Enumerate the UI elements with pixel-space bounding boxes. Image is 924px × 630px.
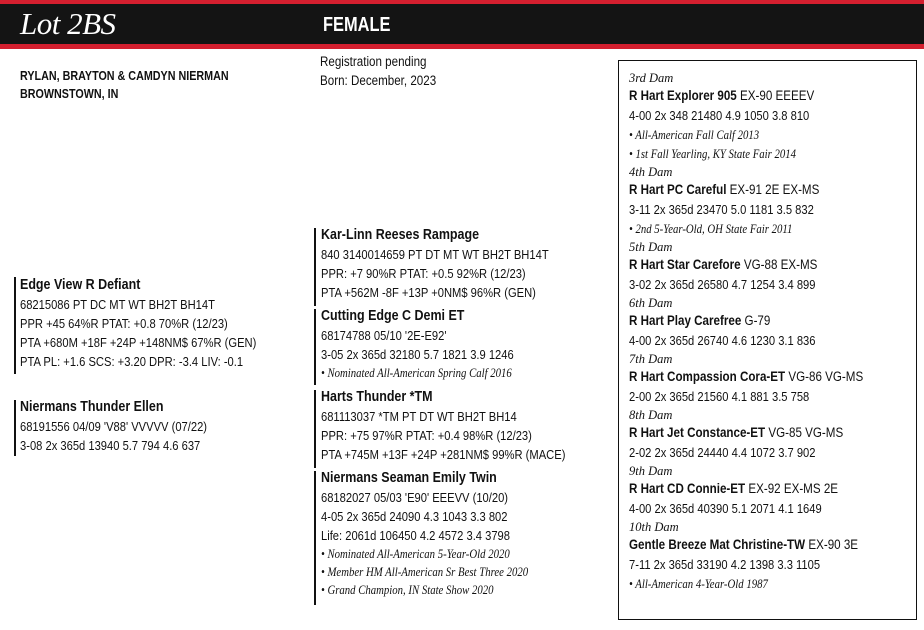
- ancestor-dam-name-text: R Hart CD Connie-ET: [629, 481, 746, 496]
- dam-sire-name: Harts Thunder *TM: [321, 389, 433, 405]
- header-banner: [0, 4, 924, 44]
- dam-generation-label: 6th Dam: [629, 296, 673, 310]
- consignor: [20, 67, 263, 103]
- sire: [20, 275, 295, 371]
- ancestor-dam-note: • 2nd 5-Year-Old, OH State Fair 2011: [629, 222, 793, 236]
- sire-dam-name: Cutting Edge C Demi ET: [321, 308, 465, 324]
- dam-sire-info-line: PTA +745M +13F +24P +281NM$ 99%R (MACE): [321, 447, 566, 462]
- sire-info-line: PPR +45 64%R PTAT: +0.8 70%R (12/23): [20, 316, 228, 331]
- dam-generation-label: 4th Dam: [629, 165, 673, 179]
- dam-sire-info-line: 681113037 *TM PT DT WT BH2T BH14: [321, 409, 517, 424]
- ancestor-dam-name: [629, 180, 863, 200]
- sire-sire-bracket: [314, 228, 316, 306]
- ancestor-dam-name: [629, 479, 863, 499]
- dam-dam-note-text: Nominated All-American 5-Year-Old 2020: [327, 547, 510, 561]
- registration-line: Registration pending: [320, 54, 427, 69]
- ancestor-dam-name-text: R Hart Compassion Cora-ET: [629, 369, 786, 384]
- consignor-name: RYLAN, BRAYTON & CAMDYN NIERMAN: [20, 69, 229, 83]
- sire-sire-info-line: PTA +562M -8F +13P +0NM$ 96%R (GEN): [321, 285, 536, 300]
- ancestor-dam-record: 3-11 2x 365d 23470 5.0 1181 3.5 832: [629, 202, 814, 217]
- header-accent-bottom: [0, 44, 924, 49]
- sire-dam-bracket: [314, 309, 316, 385]
- dam-generation-label: 3rd Dam: [629, 71, 674, 85]
- dam-generation-label: 9th Dam: [629, 464, 673, 478]
- ancestor-dam-note-text: All-American 4-Year-Old 1987: [635, 577, 768, 591]
- dam-info-line: 68191556 04/09 'V88' VVVVV (07/22): [20, 419, 208, 434]
- sire-dam-note-text: Nominated All-American Spring Calf 2016: [327, 366, 512, 380]
- ancestor-dam-classification: EX-91 2E EX-MS: [729, 182, 820, 197]
- consignor-location: BROWNSTOWN, IN: [20, 87, 119, 101]
- dam-generation-label: 10th Dam: [629, 520, 679, 534]
- ancestor-dam-classification: EX-90 EEEEV: [740, 88, 815, 103]
- ancestor-dam-note-text: All-American Fall Calf 2013: [635, 128, 760, 142]
- dam-sire-bracket: [314, 390, 316, 468]
- sire-sire-info-line: 840 3140014659 PT DT MT WT BH2T BH14T: [321, 247, 549, 262]
- ancestor-dam-name-text: R Hart Explorer 905: [629, 88, 737, 103]
- dam-dam-info-line: Life: 2061d 106450 4.2 4572 3.4 3798: [321, 528, 510, 543]
- dam-name: Niermans Thunder Ellen: [20, 399, 164, 415]
- ancestor-dam-record: 4-00 2x 348 21480 4.9 1050 3.8 810: [629, 108, 810, 123]
- ancestor-dam-classification: VG-86 VG-MS: [788, 369, 864, 384]
- ancestor-dam-record: 7-11 2x 365d 33190 4.2 1398 3.3 1105: [629, 557, 821, 572]
- dam: [20, 397, 237, 455]
- sire-dam-info-line: 68174788 05/10 '2E-E92': [321, 328, 447, 343]
- ancestor-dam-name: [629, 86, 863, 106]
- maternal-line: [629, 70, 901, 594]
- ancestor-dam-classification: G-79: [744, 313, 771, 328]
- ancestor-dam-name: [629, 535, 863, 555]
- ancestor-dam-name-text: R Hart Star Carefore: [629, 257, 741, 272]
- birth-date: Born: December, 2023: [320, 73, 437, 88]
- dam-sire-info-line: PPR: +75 97%R PTAT: +0.4 98%R (12/23): [321, 428, 532, 443]
- ancestor-dam-name: [629, 367, 863, 387]
- sire-bracket: [14, 277, 16, 374]
- sire-info-line: PTA +680M +18F +24P +148NM$ 67%R (GEN): [20, 335, 257, 350]
- lot-number: Lot 2BS: [20, 6, 116, 41]
- sire-dam-info-line: 3-05 2x 365d 32180 5.7 1821 3.9 1246: [321, 347, 514, 362]
- ancestor-dam-note: • All-American 4-Year-Old 1987: [629, 577, 768, 591]
- ancestor-dam-note-text: 2nd 5-Year-Old, OH State Fair 2011: [635, 222, 793, 236]
- ancestor-dam-name-text: R Hart PC Careful: [629, 182, 727, 197]
- sex-label: FEMALE: [323, 14, 391, 36]
- sire-info-line: 68215086 PT DC MT WT BH2T BH14T: [20, 297, 215, 312]
- dam-generation-label: 8th Dam: [629, 408, 673, 422]
- ancestor-dam-name: [629, 423, 863, 443]
- dam-dam-info-line: 4-05 2x 365d 24090 4.3 1043 3.3 802: [321, 509, 508, 524]
- ancestor-dam-record: 4-00 2x 365d 26740 4.6 1230 3.1 836: [629, 333, 816, 348]
- ancestor-dam-note: • All-American Fall Calf 2013: [629, 128, 760, 142]
- dam-dam: [321, 468, 562, 599]
- dam-dam-note: • Grand Champion, IN State Show 2020: [321, 583, 494, 597]
- dam-dam-info-line: 68182027 05/03 'E90' EEEVV (10/20): [321, 490, 509, 505]
- ancestor-dam-classification: EX-90 3E: [808, 537, 859, 552]
- dam-generation-label: 7th Dam: [629, 352, 673, 366]
- sire-sire-info-line: PPR: +7 90%R PTAT: +0.5 92%R (12/23): [321, 266, 526, 281]
- ancestor-dam-note: • 1st Fall Yearling, KY State Fair 2014: [629, 147, 797, 161]
- ancestor-dam-name: [629, 311, 863, 331]
- sire-name: Edge View R Defiant: [20, 277, 141, 293]
- ancestor-dam-record: 3-02 2x 365d 26580 4.7 1254 3.4 899: [629, 277, 816, 292]
- ancestor-dam-classification: EX-92 EX-MS 2E: [748, 481, 839, 496]
- ancestor-dam-name-text: R Hart Play Carefree: [629, 313, 742, 328]
- dam-dam-name: Niermans Seaman Emily Twin: [321, 470, 497, 486]
- ancestor-dam-note-text: 1st Fall Yearling, KY State Fair 2014: [635, 147, 797, 161]
- sire-sire: [321, 225, 586, 302]
- ancestor-dam-name-text: Gentle Breeze Mat Christine-TW: [629, 537, 806, 552]
- sire-sire-name: Kar-Linn Reeses Rampage: [321, 227, 480, 243]
- dam-dam-note-text: Member HM All-American Sr Best Three 2020: [327, 565, 529, 579]
- dam-dam-note-text: Grand Champion, IN State Show 2020: [327, 583, 494, 597]
- dam-info-line: 3-08 2x 365d 13940 5.7 794 4.6 637: [20, 438, 201, 453]
- sire-dam-note: • Nominated All-American Spring Calf 2016: [321, 366, 512, 380]
- ancestor-dam-record: 2-00 2x 365d 21560 4.1 881 3.5 758: [629, 389, 810, 404]
- dam-dam-note: • Member HM All-American Sr Best Three 2020: [321, 565, 529, 579]
- dam-generation-label: 5th Dam: [629, 240, 673, 254]
- ancestor-dam-classification: VG-85 VG-MS: [768, 425, 844, 440]
- registration-status: [320, 52, 455, 90]
- ancestor-dam-name-text: R Hart Jet Constance-ET: [629, 425, 766, 440]
- dam-bracket: [14, 400, 16, 456]
- ancestor-dam-record: 2-02 2x 365d 24440 4.4 1072 3.7 902: [629, 445, 816, 460]
- ancestor-dam-name: [629, 255, 863, 275]
- ancestor-dam-classification: VG-88 EX-MS: [743, 257, 818, 272]
- dam-dam-note: • Nominated All-American 5-Year-Old 2020: [321, 547, 510, 561]
- ancestor-dam-record: 4-00 2x 365d 40390 5.1 2071 4.1 1649: [629, 501, 822, 516]
- sire-dam: [321, 306, 545, 382]
- dam-dam-bracket: [314, 471, 316, 605]
- sire-info-line: PTA PL: +1.6 SCS: +3.20 DPR: -3.4 LIV: -0.1: [20, 354, 244, 369]
- dam-sire: [321, 387, 605, 464]
